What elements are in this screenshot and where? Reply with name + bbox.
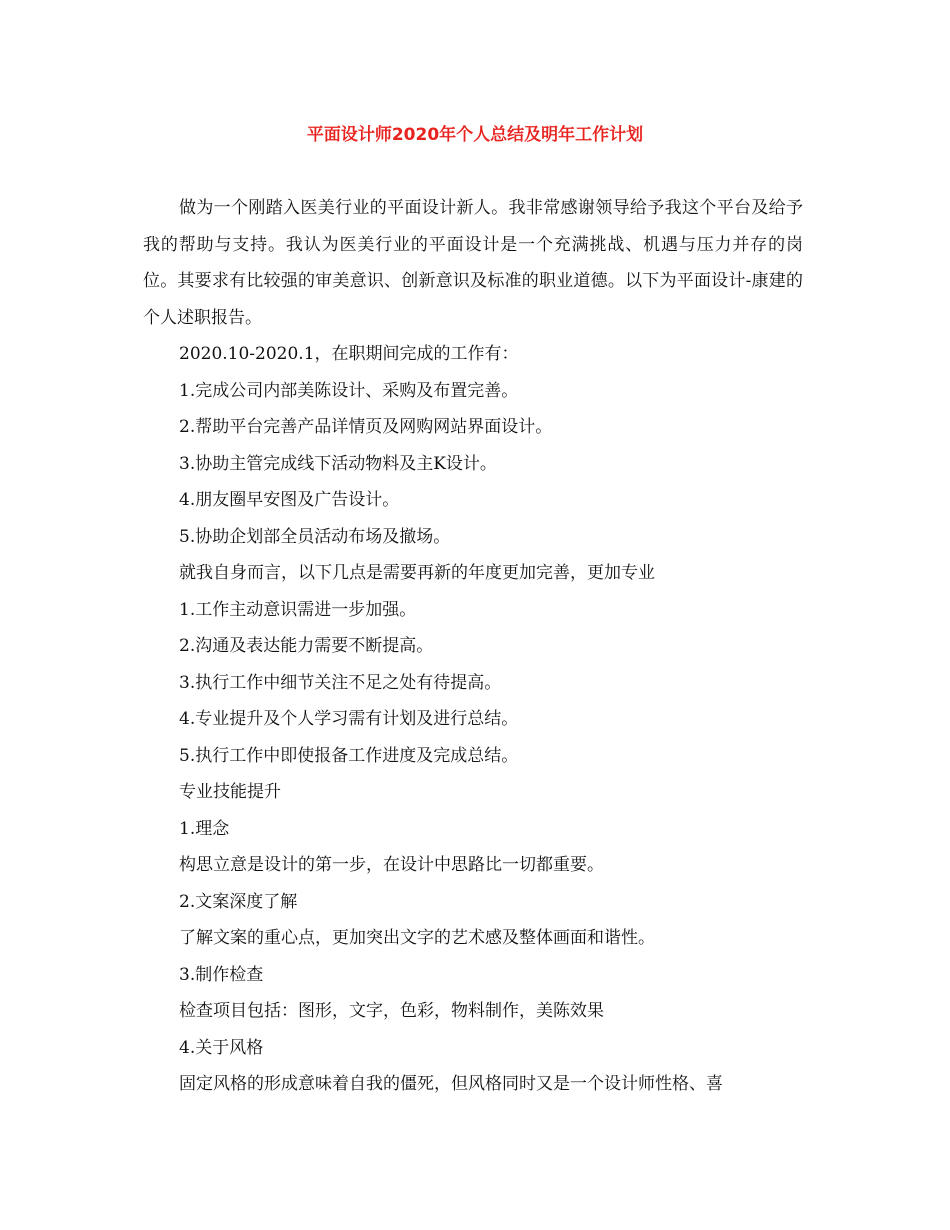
- text-line: 2.帮助平台完善产品详情页及网购网站界面设计。: [179, 417, 553, 437]
- text-line: 固定风格的形成意味着自我的僵死，但风格同时又是一个设计师性格、喜: [179, 1074, 723, 1094]
- document-body: [143, 190, 803, 1103]
- text-line: 3.协助主管完成线下活动物料及主K设计。: [179, 453, 497, 474]
- text-line: 3.制作检查: [179, 964, 264, 985]
- text-line: 4.关于风格: [179, 1037, 264, 1058]
- text-line: 5.执行工作中即使报备工作进度及完成总结。: [179, 745, 519, 766]
- text-line: 1.理念: [179, 818, 230, 839]
- document-title: 平面设计师2020年个人总结及明年工作计划: [306, 125, 644, 145]
- text-line: 就我自身而言，以下几点是需要再新的年度更加完善，更加专业: [179, 563, 655, 583]
- text-line: 构思立意是设计的第一步，在设计中思路比一切都重要。: [179, 855, 604, 875]
- text-line: 5.协助企划部全员活动布场及撤场。: [179, 526, 451, 547]
- text-line: 2020.10-2020.1，在职期间完成的工作有：: [179, 344, 519, 364]
- text-line: 2.文案深度了解: [179, 891, 298, 912]
- text-line: 4.朋友圈早安图及广告设计。: [179, 490, 400, 510]
- text-line: 专业技能提升: [179, 782, 281, 802]
- text-line: 3.执行工作中细节关注不足之处有待提高。: [179, 672, 502, 693]
- text-line: 检查项目包括：图形，文字，色彩，物料制作，美陈效果: [179, 1001, 604, 1021]
- text-line: 4.专业提升及个人学习需有计划及进行总结。: [179, 709, 519, 729]
- text-line: 2.沟通及表达能力需要不断提高。: [179, 636, 434, 656]
- text-line: 1.完成公司内部美陈设计、采购及布置完善。: [179, 380, 519, 401]
- text-line: 1.工作主动意识需进一步加强。: [179, 599, 417, 620]
- text-line: 了解文案的重心点，更加突出文字的艺术感及整体画面和谐性。: [179, 928, 655, 948]
- intro-paragraph: 做为一个刚踏入医美行业的平面设计新人。我非常感谢领导给予我这个平台及给予我的帮助与支持。我认为医美行业的平面设计是一个充满挑战、机遇与压力并存的岗位。其要求有比较强的审美意识、创新意识及标准的职业道德。以下为平面设计-康建的个人述职报告。: [143, 198, 803, 328]
